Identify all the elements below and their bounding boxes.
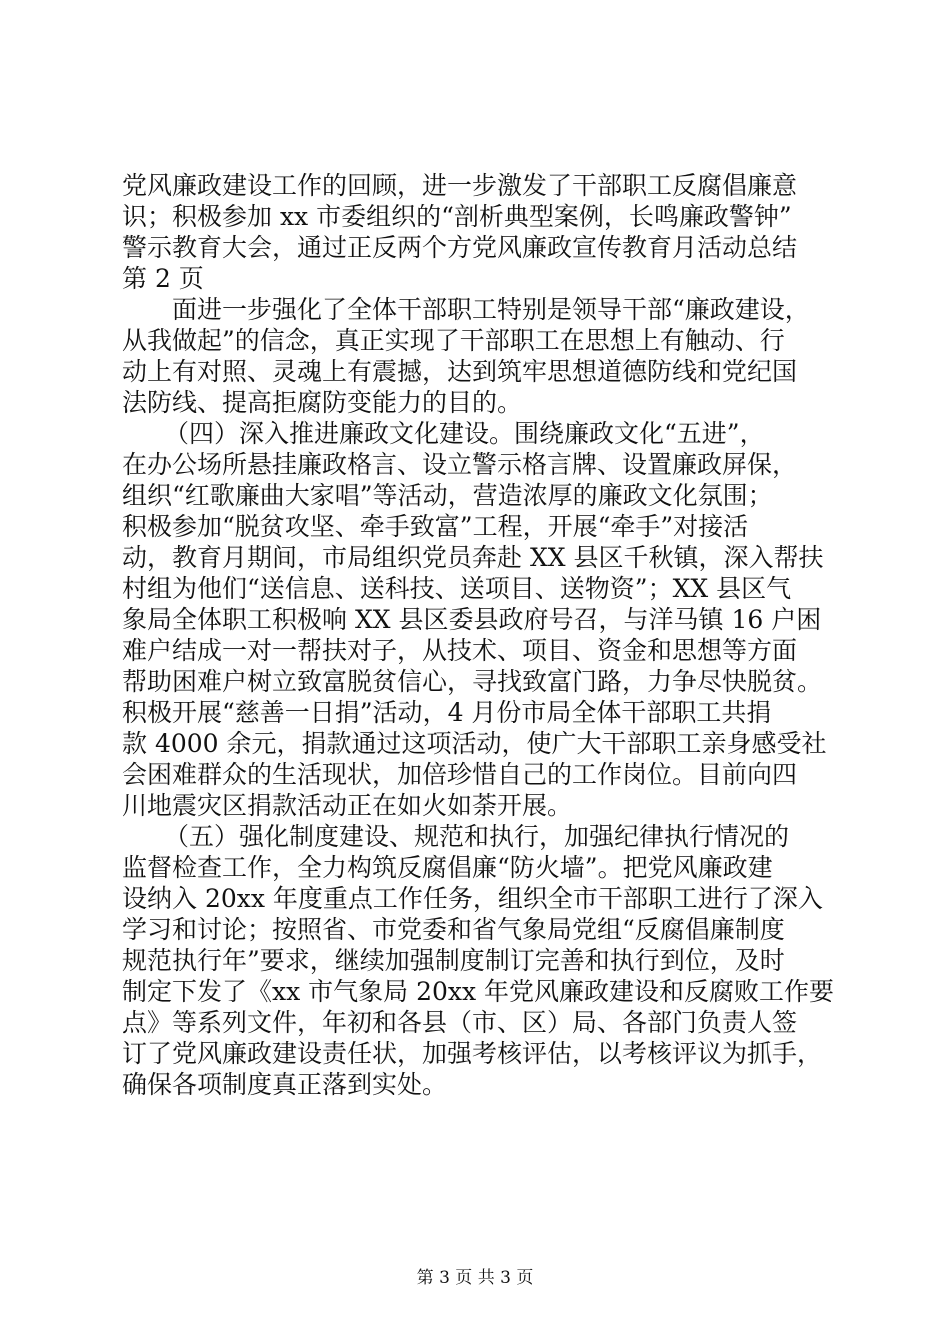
section-heading-line: （四）深入推进廉政文化建设。围绕廉政文化“五进”，: [164, 419, 765, 448]
text-line: 制定下发了《xx 市气象局 20xx 年党风廉政建设和反腐败工作要: [122, 977, 835, 1006]
text-line: 从我做起”的信念，真正实现了干部职工在思想上有触动、行: [122, 326, 785, 355]
document-body: [122, 170, 842, 1100]
text-line: 动，教育月期间，市局组织党员奔赴 XX 县区千秋镇，深入帮扶: [122, 543, 824, 572]
text-line: 在办公场所悬挂廉政格言、设立警示格言牌、设置廉政屏保，: [122, 450, 798, 479]
text-line: 规范执行年”要求，继续加强制度制订完善和执行到位，及时: [122, 946, 785, 975]
section-heading-line: （五）强化制度建设、规范和执行，加强纪律执行情况的: [164, 822, 790, 851]
text-line: 订了党风廉政建设责任状，加强考核评估，以考核评议为抓手，: [122, 1039, 823, 1068]
text-line: 积极开展“慈善一日捐”活动，4 月份市局全体干部职工共捐: [122, 698, 772, 727]
page-number-footer: 第 3 页 共 3 页: [416, 1268, 534, 1288]
text-line: 法防线、提高拒腐防变能力的目的。: [122, 388, 523, 417]
text-line: 帮助困难户树立致富脱贫信心，寻找致富门路，力争尽快脱贫。: [122, 667, 823, 696]
text-line: 款 4000 余元，捐款通过这项活动，使广大干部职工亲身感受社: [122, 729, 827, 758]
text-line: 会困难群众的生活现状，加倍珍惜自己的工作岗位。目前向四: [122, 760, 798, 789]
text-line: 积极参加“脱贫攻坚、牵手致富”工程，开展“牵手”对接活: [122, 512, 749, 541]
text-line: 动上有对照、灵魂上有震撼，达到筑牢思想道德防线和党纪国: [122, 357, 798, 386]
text-line: 设纳入 20xx 年度重点工作任务，组织全市干部职工进行了深入: [122, 884, 823, 913]
text-line: 监督检查工作，全力构筑反腐倡廉“防火墙”。把党风廉政建: [122, 853, 773, 882]
text-line: 第 2 页: [122, 264, 204, 293]
text-line: 难户结成一对一帮扶对子，从技术、项目、资金和思想等方面: [122, 636, 798, 665]
text-line: 警示教育大会，通过正反两个方党风廉政宣传教育月活动总结: [122, 233, 798, 262]
text-line: 点》等系列文件，年初和各县（市、区）局、各部门负责人签: [122, 1008, 798, 1037]
text-line: 学习和讨论；按照省、市党委和省气象局党组“反腐倡廉制度: [122, 915, 785, 944]
text-line: 川地震灾区捐款活动正在如火如荼开展。: [122, 791, 573, 820]
text-line: 村组为他们“送信息、送科技、送项目、送物资”；XX 县区气: [122, 574, 792, 603]
text-line: 象局全体职工积极响 XX 县区委县政府号召，与洋马镇 16 户困: [122, 605, 822, 634]
paragraph-start-line: 面进一步强化了全体干部职工特别是领导干部“廉政建设，: [172, 295, 810, 324]
text-line: 党风廉政建设工作的回顾，进一步激发了干部职工反腐倡廉意: [122, 171, 798, 200]
text-line: 组织“红歌廉曲大家唱”等活动，营造浓厚的廉政文化氛围；: [122, 481, 773, 510]
text-line: 识；积极参加 xx 市委组织的“剖析典型案例，长鸣廉政警钟”: [122, 202, 792, 231]
text-line: 确保各项制度真正落到实处。: [122, 1070, 448, 1099]
